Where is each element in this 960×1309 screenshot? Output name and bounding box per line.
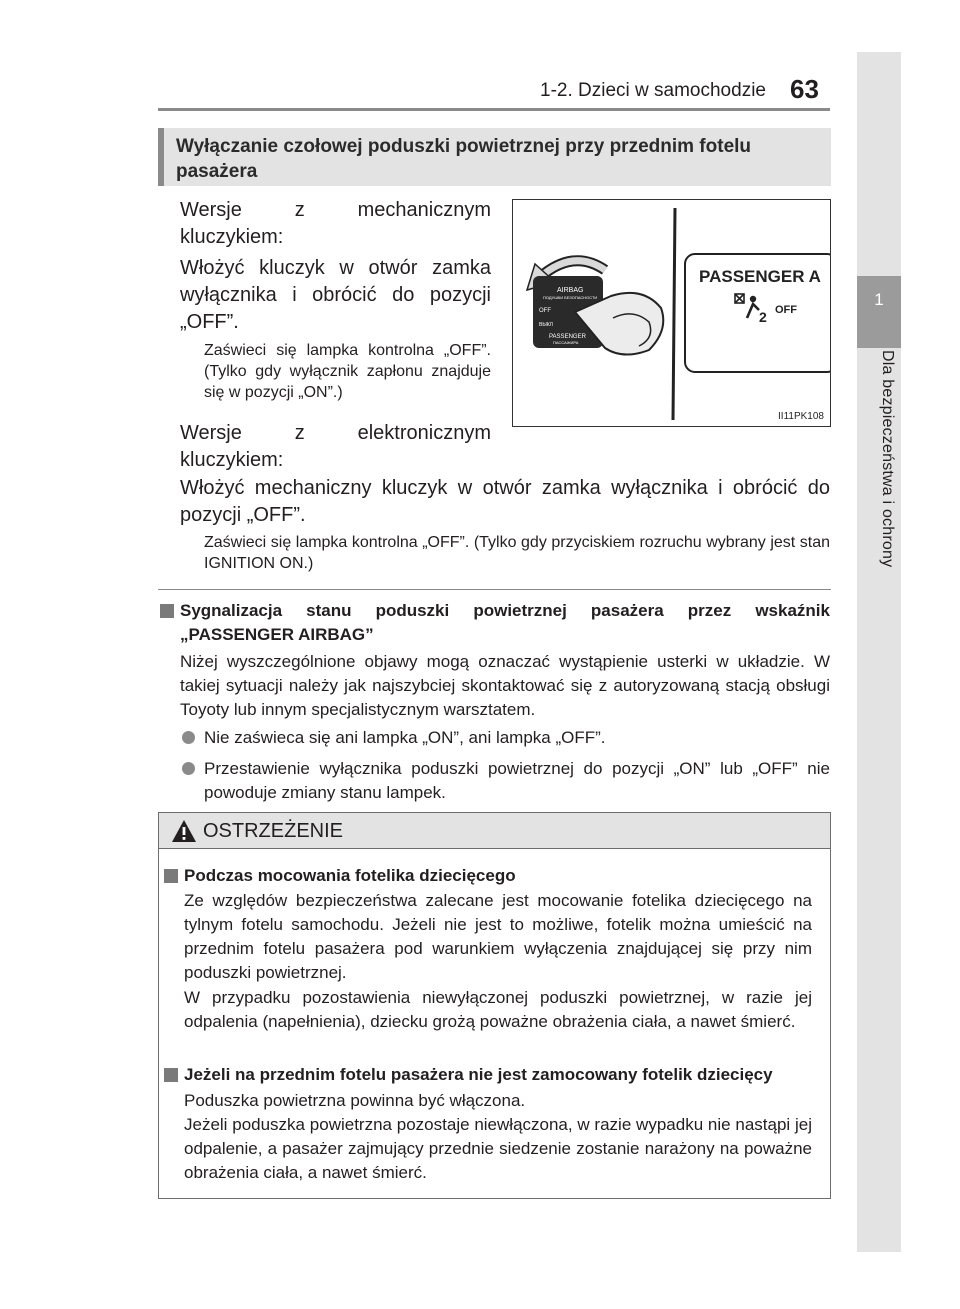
elec-key-instruction: Włożyć mechaniczny kluczyk w otwór zamka wyłącznika i obrócić do pozycji „OFF”.	[180, 477, 830, 526]
warning-title: OSTRZEŻENIE	[203, 820, 344, 842]
mech-key-note: Zaświeci się lampka kontrolna „OFF”. (Tylko gdy wyłącznik zapłonu znajduje się w pozycji „ON”.)	[204, 342, 491, 401]
mech-key-instruction: Włożyć kluczyk w otwór zamka wyłącznika i obrócić do pozycji „OFF”.	[180, 257, 491, 333]
warning-item-1-p2: W przypadku pozostawienia niewyłączonej poduszki powietrznej, w razie jej odpalenia (napełnienia), dziecku grożą poważne obrażenia ciała, a nawet śmierć.	[184, 988, 812, 1031]
chapter-number: 1	[857, 276, 901, 348]
running-header-section: 1-2. Dzieci w samochodzie	[540, 80, 766, 101]
warning-item-2-p1: Poduszka powietrzna powinna być włączona.	[184, 1091, 526, 1110]
section-divider	[158, 589, 831, 590]
svg-text:PASSENGER: PASSENGER	[549, 334, 586, 340]
svg-text:ВЫКЛ: ВЫКЛ	[539, 322, 553, 328]
round-bullet-icon	[182, 731, 195, 749]
svg-text:ПОДУШКИ БЕЗОПАСНОСТИ: ПОДУШКИ БЕЗОПАСНОСТИ	[543, 295, 598, 300]
header-rule	[158, 108, 830, 111]
square-bullet-icon	[164, 1068, 178, 1087]
round-bullet-icon	[182, 762, 195, 780]
warning-item-2-p2: Jeżeli poduszka powietrzna pozostaje niewłączona, w razie wypadku nie nastąpi jej odpalenie, a pasażer zajmujący przednie siedzenie zostanie narażony na poważne obrażenia ciała, a nawet śmierć.	[184, 1115, 812, 1182]
page-number: 63	[790, 74, 819, 104]
svg-text:OFF: OFF	[539, 308, 551, 314]
svg-text:OFF: OFF	[775, 304, 797, 316]
warning-item-1-p1: Ze względów bezpieczeństwa zalecane jest mocowanie fotelika dziecięcego na tylnym fotelu samochodu. Jeżeli nie jest to możliwe, fotelik można umieścić na przednim fotelu pasażera pod warunkiem wyłączenia znajdującej się przy nim poduszki powietrznej.	[184, 891, 812, 982]
warning-header	[159, 813, 830, 849]
chapter-label: Dla bezpieczeństwa i ochrony	[879, 350, 896, 568]
warning-triangle-icon	[171, 819, 197, 843]
mech-key-heading: Wersje z mechanicznym kluczykiem:	[180, 199, 491, 248]
signal-bullet-2: Przestawienie wyłącznika poduszki powietrznej do pozycji „ON” lub „OFF” nie powoduje zmiany stanu lampek.	[204, 759, 830, 802]
section-title: Wyłączanie czołowej poduszki powietrznej przy przednim fotelu pasażera	[158, 128, 831, 186]
signal-bullet-1: Nie zaświeca się ani lampka „ON”, ani lampka „OFF”.	[204, 728, 606, 747]
airbag-switch-illustration	[512, 199, 831, 427]
square-bullet-icon	[160, 604, 174, 623]
figure-code: II11PK108	[778, 411, 824, 422]
signal-body: Niżej wyszczególnione objawy mogą oznaczać wystąpienie usterki w układzie. W takiej sytuacji należy jak najszybciej skontaktować się z autoryzowaną stacją obsługi Toyoty lub innym specjalistycznym warsztatem.	[180, 652, 830, 719]
svg-text:2: 2	[759, 309, 767, 325]
svg-text:ПАССАЖИРА: ПАССАЖИРА	[553, 340, 579, 345]
svg-text:PASSENGER A: PASSENGER A	[699, 267, 821, 286]
warning-item-2-heading: Jeżeli na przednim fotelu pasażera nie jest zamocowany fotelik dziecięcy	[184, 1065, 773, 1084]
warning-item-1-heading: Podczas mocowania fotelika dziecięcego	[184, 866, 516, 885]
switch-drawing	[513, 200, 831, 427]
signal-heading: Sygnalizacja stanu poduszki powietrznej pasażera przez wskaźnik „PASSENGER AIRBAG”	[180, 601, 830, 644]
elec-key-note: Zaświeci się lampka kontrolna „OFF”. (Tylko gdy przyciskiem rozruchu wybrany jest stan IGNITION ON.)	[204, 534, 830, 572]
elec-key-heading: Wersje z elektronicznym kluczykiem:	[180, 422, 491, 471]
svg-text:AIRBAG: AIRBAG	[557, 287, 584, 294]
chapter-side-tab	[857, 52, 901, 1252]
square-bullet-icon	[164, 869, 178, 888]
